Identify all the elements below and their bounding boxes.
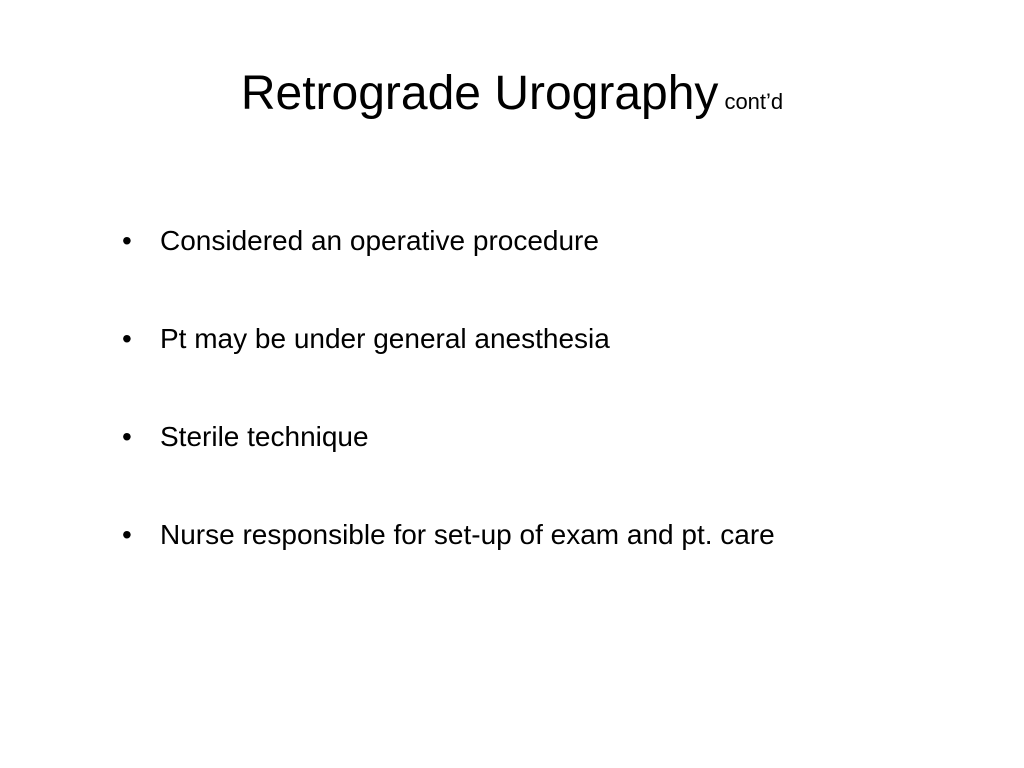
- bullet-item: [116, 516, 876, 554]
- bullet-item: [116, 222, 876, 260]
- bullet-item: [116, 418, 876, 456]
- bullet-list: [116, 222, 876, 554]
- bullet-text: Sterile technique: [160, 421, 369, 452]
- slide-title-text: Retrograde Urography: [240, 67, 719, 120]
- bullet-icon: •: [122, 421, 132, 452]
- bullet-icon: •: [122, 225, 132, 256]
- bullet-icon: •: [122, 323, 132, 354]
- bullet-text: Pt may be under general anesthesia: [160, 323, 610, 354]
- slide-title-suffix: cont’d: [724, 89, 784, 114]
- bullet-text: Considered an operative procedure: [160, 225, 599, 256]
- bullet-icon: •: [122, 519, 132, 550]
- slide-title: [0, 67, 1024, 120]
- bullet-text: Nurse responsible for set-up of exam and pt. care: [160, 519, 775, 550]
- bullet-item: [116, 320, 876, 358]
